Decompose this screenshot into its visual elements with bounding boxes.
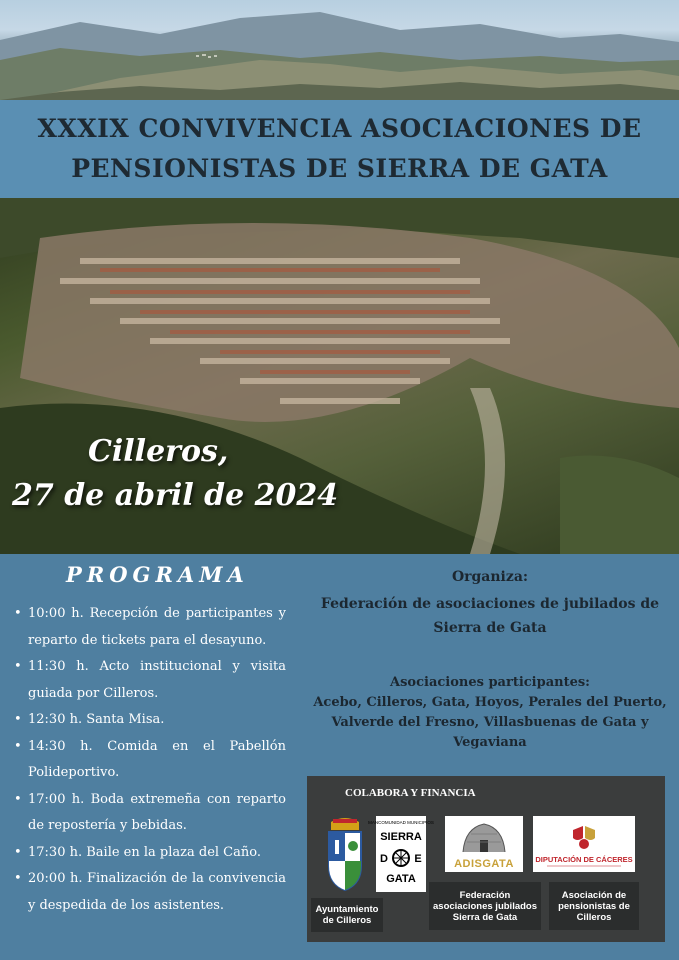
logo2-sierra-text: SIERRA xyxy=(380,831,422,843)
participants-label: Asociaciones participantes: xyxy=(390,675,590,690)
event-title-line-2: PENSIONISTAS DE SIERRA DE GATA xyxy=(71,154,608,183)
mancomunidad-sierra-de-gata-logo xyxy=(368,816,434,892)
program-item: • 12:30 h. Santa Misa. xyxy=(12,707,286,734)
logo2-top-text: MANCOMUNIDAD MUNICIPIOS xyxy=(368,820,434,825)
event-title-line-1: XXXIX CONVIVENCIA ASOCIACIONES DE xyxy=(37,114,642,143)
program-item: • 11:30 h. Acto institucional y visita guiada por Cilleros. xyxy=(12,654,286,707)
logo2-d-text: D xyxy=(380,853,388,865)
adisgata-text: ADISGATA xyxy=(454,858,514,870)
program-item: • 10:00 h. Recepción de participantes y reparto de tickets para el desayuno. xyxy=(12,601,286,654)
sponsor-panel xyxy=(307,776,665,942)
caption-asociacion: Asociación de pensionistas de Cilleros xyxy=(549,882,639,930)
caption-federacion: Federación asociaciones jubilados Sierra de Gata xyxy=(429,882,541,930)
program-item: • 14:30 h. Comida en el Pabellón Polideportivo. xyxy=(12,734,286,787)
event-date: 27 de abril de 2024 xyxy=(12,478,339,513)
program-list xyxy=(12,601,286,919)
diputacion-text: DIPUTACIÓN DE CÁCERES xyxy=(535,855,633,864)
program-item: • 17:00 h. Boda extremeña con reparto de repostería y bebidas. xyxy=(12,787,286,840)
participants-block xyxy=(305,672,675,753)
event-place: Cilleros, xyxy=(88,434,229,469)
logo2-e-text: E xyxy=(414,853,422,865)
diputacion-caceres-logo xyxy=(533,816,635,872)
sponsor-heading: COLABORA Y FINANCIA xyxy=(345,787,476,799)
logo2-gata-text: GATA xyxy=(386,873,416,885)
caption-ayuntamiento: Ayuntamiento de Cilleros xyxy=(311,898,383,932)
adisgata-logo xyxy=(445,816,523,872)
cilleros-coat-of-arms-icon xyxy=(321,816,369,892)
program-item: • 17:30 h. Baile en la plaza del Caño. xyxy=(12,840,286,867)
title-band xyxy=(0,100,679,198)
organizer-block xyxy=(305,566,675,640)
organizer-name: Federación de asociaciones de jubilados de Sierra de Gata xyxy=(320,596,660,636)
mountain-panorama-image xyxy=(0,0,679,100)
program-item: • 20:00 h. Finalización de la convivencia y despedida de los asistentes. xyxy=(12,866,286,919)
programa-heading: PROGRAMA xyxy=(66,562,249,587)
town-aerial-photo xyxy=(0,198,679,554)
organiza-label: Organiza: xyxy=(451,569,529,585)
participants-list: Acebo, Cilleros, Gata, Hoyos, Perales del Puerto, Valverde del Fresno, Villasbuenas de Gata y Vegaviana xyxy=(313,695,667,750)
